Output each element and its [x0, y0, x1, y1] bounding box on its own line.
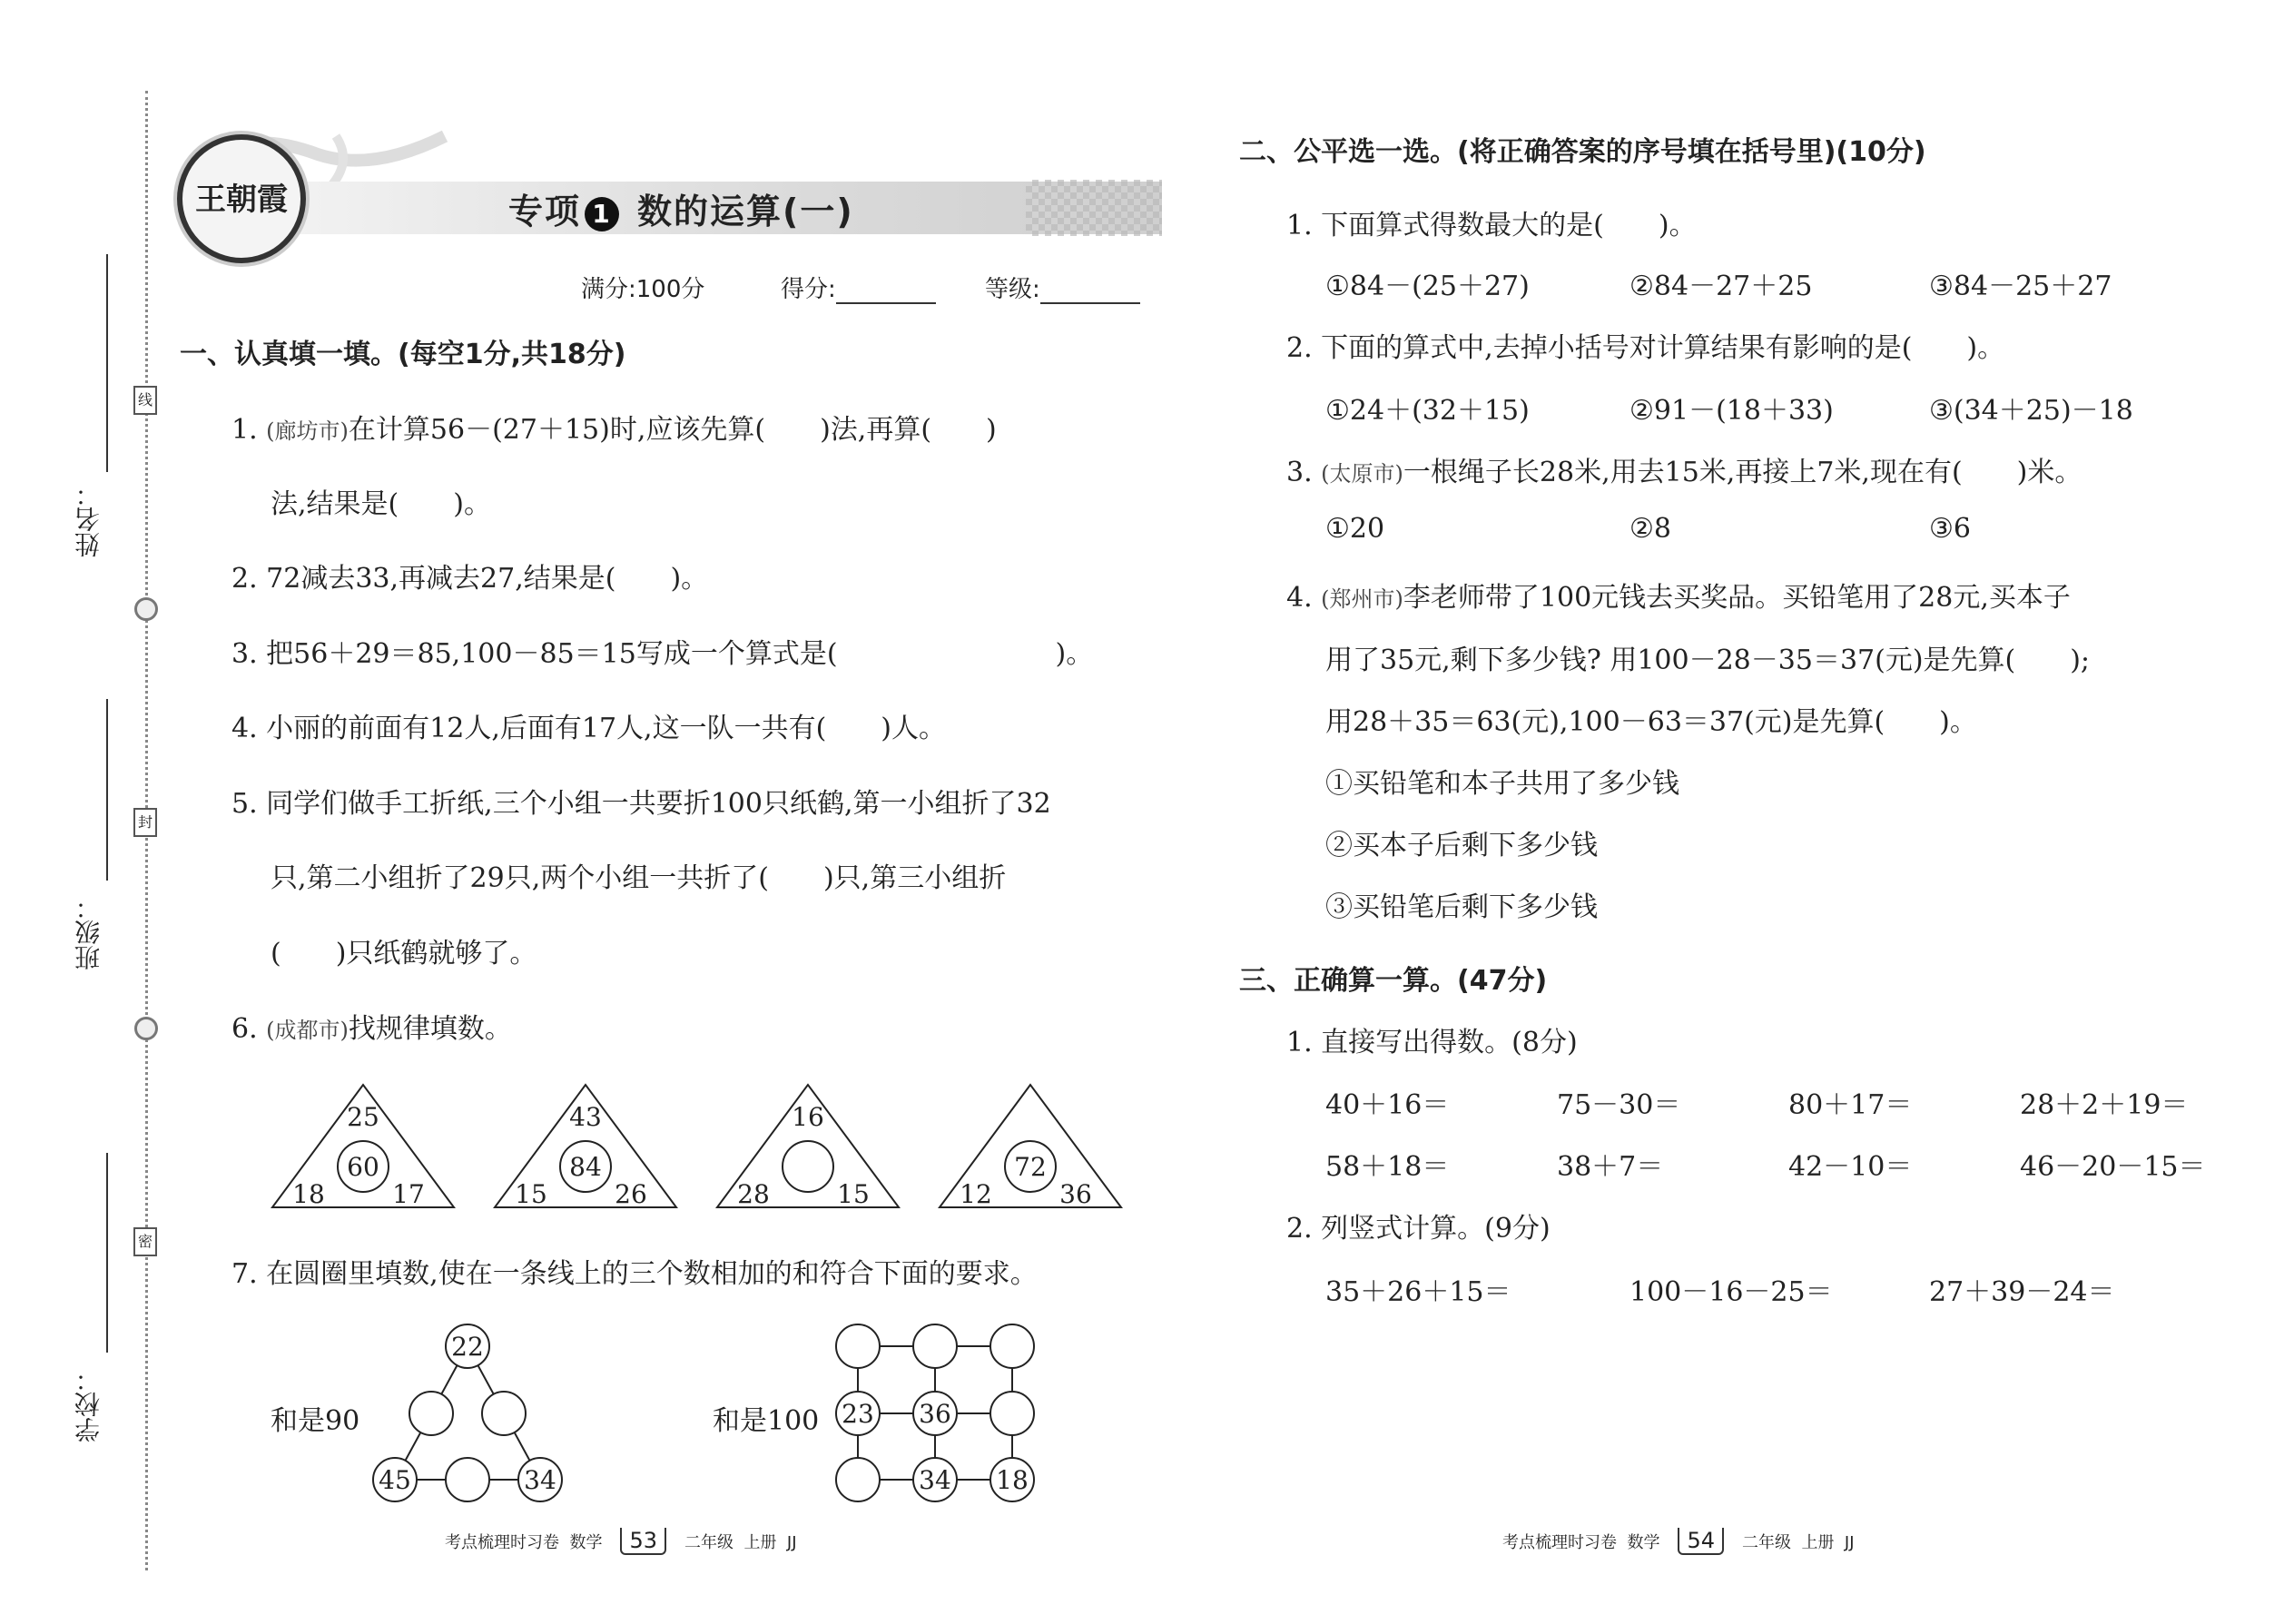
cut-mark-2: 封 — [133, 808, 157, 837]
s3-vertical-calc: 27＋39－24＝ — [1929, 1276, 2115, 1308]
class-label: 班级： — [74, 894, 103, 970]
s3-calc: 42－10＝ — [1788, 1151, 1913, 1183]
fig-a-label: 和是90 — [271, 1405, 360, 1437]
s1-q6: 6. (成都市)找规律填数。 — [231, 1013, 512, 1045]
brand-logo — [177, 134, 306, 263]
tri1-right: 17 — [392, 1179, 425, 1209]
city-tag: (郑州市) — [1321, 586, 1403, 612]
triangle-1 — [272, 1085, 454, 1209]
s1-q7: 7. 在圆圈里填数,使在一条线上的三个数相加的和符合下面的要求。 — [231, 1258, 1038, 1290]
s2-q2: 2. 下面的算式中,去掉小括号对计算结果有影响的是( )。 — [1286, 332, 2005, 364]
fig-b-bottom-right: 18 — [996, 1465, 1029, 1495]
tri2-left: 15 — [515, 1179, 547, 1209]
blank-circle[interactable] — [482, 1392, 526, 1435]
title-prefix: 专项 — [508, 192, 582, 231]
s2-q1: 1. 下面算式得数最大的是( )。 — [1286, 210, 1697, 241]
tri1-center: 60 — [347, 1152, 379, 1182]
tri4-right: 36 — [1059, 1179, 1092, 1209]
s1-q4: 4. 小丽的前面有12人,后面有17人,这一队一共有( )人。 — [231, 713, 946, 744]
section2-title: 二、公平选一选。(将正确答案的序号填在括号里)(10分) — [1239, 136, 1926, 168]
s2-q3-opt3[interactable]: ③6 — [1929, 513, 1971, 545]
logo-text: 王朝霞 — [195, 182, 288, 218]
s2-q4-line2: 用了35元,剩下多少钱? 用100－28－35＝37(元)是先算( ); — [1325, 645, 2091, 676]
fig-a-bottom-left: 45 — [379, 1465, 411, 1495]
triangle-4 — [940, 1085, 1121, 1209]
triangle-pattern-figure — [263, 1080, 1171, 1216]
tri2-top: 43 — [569, 1102, 602, 1132]
score-field[interactable] — [781, 271, 936, 304]
s3-q2: 2. 列竖式计算。(9分) — [1286, 1213, 1551, 1245]
s1-q1-line1: 1. (廊坊市)在计算56－(27＋15)时,应该先算( )法,再算( ) — [231, 414, 997, 446]
footer-left: 考点梳理时习卷 数学 53 二年级 上册 JJ — [445, 1528, 797, 1553]
s2-q2-opt1[interactable]: ①24＋(32＋15) — [1325, 395, 1530, 427]
blank-circle[interactable] — [836, 1458, 880, 1501]
s2-q4-line3: 用28＋35＝63(元),100－63＝37(元)是先算( )。 — [1325, 706, 1977, 738]
grade-field[interactable] — [985, 271, 1140, 304]
section3-title: 三、正确算一算。(47分) — [1239, 965, 1548, 997]
fig-a-top: 22 — [451, 1332, 484, 1362]
tri1-left: 18 — [292, 1179, 325, 1209]
city-tag: (太原市) — [1321, 461, 1403, 487]
blank-circle[interactable] — [990, 1392, 1034, 1435]
footer-right: 考点梳理时习卷 数学 54 二年级 上册 JJ — [1502, 1528, 1855, 1553]
s2-q4-line1: 4. (郑州市)李老师带了100元钱去买奖品。买铅笔用了28元,买本子 — [1286, 582, 2071, 614]
binding-ring-icon — [134, 597, 158, 621]
page-title — [508, 183, 854, 233]
grade-label: 等级: — [985, 276, 1040, 303]
full-score: 满分:100分 — [581, 276, 705, 303]
s3-q1: 1. 直接写出得数。(8分) — [1286, 1027, 1578, 1058]
tri3-blank-circle[interactable] — [783, 1141, 833, 1192]
circle-triangle-figure — [363, 1321, 581, 1511]
binding-ring-icon — [134, 1017, 158, 1040]
s3-calc: 46－20－15＝ — [2020, 1151, 2206, 1183]
s1-q2: 2. 72减去33,再减去27,结果是( )。 — [231, 563, 709, 595]
city-tag: (廊坊市) — [266, 418, 349, 444]
tri4-left: 12 — [960, 1179, 992, 1209]
s2-q3: 3. (太原市)一根绳子长28米,用去15米,再接上7米,现在有( )米。 — [1286, 457, 2082, 488]
section1-title: 一、认真填一填。(每空1分,共18分) — [180, 339, 626, 370]
cut-mark-3: 密 — [133, 1227, 157, 1256]
cut-mark-1: 线 — [133, 386, 157, 415]
s3-calc: 40＋16＝ — [1325, 1089, 1450, 1121]
page-number: 53 — [620, 1528, 666, 1555]
fig-a-bottom-right: 34 — [524, 1465, 556, 1495]
s1-q3: 3. 把56＋29＝85,100－85＝15写成一个算式是( )。 — [231, 638, 1094, 670]
blank-circle[interactable] — [990, 1324, 1034, 1368]
s3-calc: 80＋17＝ — [1788, 1089, 1913, 1121]
class-rule — [106, 699, 108, 881]
city-tag: (成都市) — [266, 1018, 349, 1043]
s1-q5-line1: 5. 同学们做手工折纸,三个小组一共要折100只纸鹤,第一小组折了32 — [231, 788, 1051, 820]
s2-q2-opt2[interactable]: ②91－(18＋33) — [1629, 395, 1834, 427]
tri4-center: 72 — [1014, 1152, 1047, 1182]
s1-q5-line3: ( )只纸鹤就够了。 — [271, 938, 537, 969]
s2-q1-opt1[interactable]: ①84－(25＋27) — [1325, 271, 1530, 302]
school-label: 学校： — [74, 1366, 103, 1442]
s2-q4-opt2[interactable]: ②买本子后剩下多少钱 — [1325, 830, 1598, 861]
blank-circle[interactable] — [409, 1392, 453, 1435]
tri3-top: 16 — [792, 1102, 824, 1132]
title-main: 数的运算(一) — [637, 192, 854, 231]
s3-vertical-calc: 100－16－25＝ — [1629, 1276, 1833, 1308]
name-rule — [106, 254, 108, 472]
s3-calc: 28＋2＋19＝ — [2020, 1089, 2189, 1121]
blank-circle[interactable] — [913, 1324, 957, 1368]
fig-b-bottom-mid: 34 — [919, 1465, 951, 1495]
tri2-center: 84 — [569, 1152, 602, 1182]
title-number-badge: 1 — [585, 197, 619, 231]
s3-calc: 38＋7＝ — [1557, 1151, 1664, 1183]
score-label: 得分: — [781, 276, 836, 303]
s3-vertical-calc: 35＋26＋15＝ — [1325, 1276, 1511, 1308]
s3-calc: 75－30＝ — [1557, 1089, 1681, 1121]
s2-q4-opt1[interactable]: ①买铅笔和本子共用了多少钱 — [1325, 768, 1679, 800]
s2-q2-opt3[interactable]: ③(34＋25)－18 — [1929, 395, 2133, 427]
s2-q3-opt2[interactable]: ②8 — [1629, 513, 1671, 545]
s2-q1-opt3[interactable]: ③84－25＋27 — [1929, 271, 2112, 302]
name-label: 姓名： — [74, 481, 103, 557]
school-rule — [106, 1153, 108, 1353]
fig-b-center: 36 — [919, 1399, 951, 1429]
tri3-right: 15 — [837, 1179, 870, 1209]
s1-q1-line2: 法,结果是( )。 — [271, 488, 491, 520]
triangle-2 — [495, 1085, 676, 1209]
s2-q3-opt1[interactable]: ①20 — [1325, 513, 1385, 545]
blank-circle[interactable] — [836, 1324, 880, 1368]
s2-q1-opt2[interactable]: ②84－27＋25 — [1629, 271, 1813, 302]
fig-b-mid-left: 23 — [842, 1399, 874, 1429]
s2-q4-opt3[interactable]: ③买铅笔后剩下多少钱 — [1325, 891, 1598, 923]
checker-pattern — [1026, 180, 1162, 236]
blank-circle[interactable] — [446, 1458, 489, 1501]
triangle-3 — [717, 1085, 899, 1209]
tri1-top: 25 — [347, 1102, 379, 1132]
s3-calc: 58＋18＝ — [1325, 1151, 1450, 1183]
s1-q5-line2: 只,第二小组折了29只,两个小组一共折了( )只,第三小组折 — [271, 862, 1007, 894]
page-number: 54 — [1678, 1528, 1724, 1555]
tri3-left: 28 — [737, 1179, 770, 1209]
tri2-right: 26 — [615, 1179, 647, 1209]
circle-grid-figure — [831, 1321, 1039, 1511]
fig-b-label: 和是100 — [713, 1405, 820, 1437]
